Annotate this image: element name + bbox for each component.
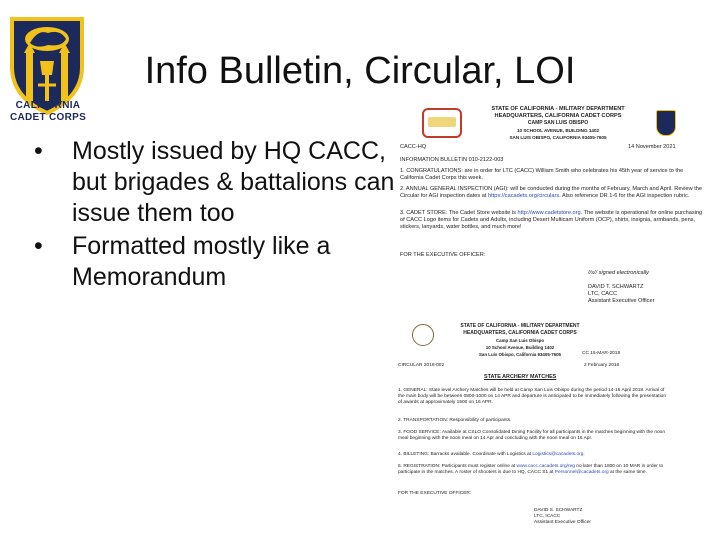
logo-text-line1: CALIFORNIA [15, 100, 81, 111]
doc1-header-line2: HEADQUARTERS, CALIFORNIA CADET CORPS [494, 113, 622, 119]
cal-guard-seal-icon [422, 108, 462, 138]
doc2-exec-officer-line: FOR THE EXECUTIVE OFFICER: [398, 491, 472, 496]
doc1-bulletin-number: INFORMATION BULLETIN 010-2122-003 [400, 157, 504, 163]
doc1-signed-electronically: //s// signed electronically [588, 270, 649, 276]
doc2-logistics-link[interactable]: Logistics@cacadets.org [532, 452, 584, 457]
doc1-paragraph-1: 1. CONGRATULATIONS: are in order for LTC (CACC) William Smith who celebrates his 45th year of service to the California Cadet Corps this week. [400, 168, 684, 181]
doc1-paragraph-2 [400, 186, 706, 200]
logo-text-line2: CADET CORPS [9, 112, 87, 123]
doc2-paragraph-5-mid: no later than 1800 on 10 MAR in order to participate in the matches. A roster of shooters is due to HQ, CACC S1 at [398, 464, 664, 475]
doc2-paragraph-4-end: . [583, 452, 585, 457]
doc2-personnel-link[interactable]: Personnel@cacadets.org [554, 470, 609, 475]
info-bulletin-document-image [398, 102, 716, 316]
doc1-circulars-link[interactable]: https://cacadets.org/circulars [488, 193, 560, 199]
circular-document-image [396, 318, 674, 536]
doc1-date: 14 November 2021 [628, 144, 676, 150]
doc2-date: 2 February 2018 [584, 363, 620, 368]
doc2-subject: STATE ARCHERY MATCHES [484, 374, 557, 380]
doc1-signer-name: DAVID T. SCHWARTZ [588, 284, 644, 290]
doc1-header [468, 106, 648, 141]
doc2-office-symbol: CIRCULAR 2018-002 [398, 363, 445, 368]
doc2-signer-name: DAVID S. SCHWARTZ [534, 508, 583, 513]
cadet-shield-icon [656, 110, 676, 136]
doc2-header [440, 323, 600, 358]
doc2-header-line4: 10 School Avenue, Building 1402 [485, 345, 555, 350]
bullet-item-2: • Formatted mostly like a Memorandum [30, 231, 410, 293]
doc1-paragraph-3 [400, 210, 706, 231]
doc2-paragraph-1: 1. GENERAL: State level Archery Matches will be held at Camp San Luis Obispo during the period 14-16 April 2018. Arrival of the main body will be between 0800-1000 on 14 APR and departure is anticipated to be immediately following the presentation of awards at approximately 1500 on 16 APR. [398, 388, 666, 405]
doc1-header-line4: 10 SCHOOL AVENUE, BUILDING 1402 [516, 128, 600, 133]
doc1-paragraph-3-text: 3. CADET STORE: The Cadet Store website is [400, 210, 518, 216]
doc2-signer-title: Assistant Executive Officer [534, 520, 591, 525]
slide-title: Info Bulletin, Circular, LOI [144, 50, 576, 92]
doc2-registration-link[interactable]: www.cacc.cacadets.org/reg [516, 464, 575, 469]
doc2-header-line2: HEADQUARTERS, CALIFORNIA CADET CORPS [463, 330, 577, 336]
doc1-paragraph-2-end: . Also reference DR 1-6 for the AGI inspection rubric. [559, 193, 690, 199]
doc2-seal-icon [412, 324, 434, 346]
doc1-cadet-store-link[interactable]: http://www.cadetstore.org [517, 210, 581, 216]
bullet-list [30, 136, 410, 295]
doc2-reference: CC 15-MAR-2018 [582, 351, 621, 356]
doc1-paragraph-2-text: 2. ANNUAL GENERAL INSPECTION (AGI): will be conducted during the months of February, March and April. Review the Circular for AGI inspection dates at [400, 186, 702, 199]
doc2-signature-block [534, 508, 591, 526]
doc2-paragraph-3: 3. FOOD SERVICE: Available at CSLO Consolidated Dining Facility for all participants in the matches beginning with the noon meal beginning with the noon meal on 14 Apr and concluding with the noon meal on 16 Apr. [398, 430, 665, 441]
doc2-paragraph-5 [398, 464, 670, 476]
doc1-paragraph-3-end: . The website is operational for online purchasing of CACC Logo items for Cadets and Adults, including Desert Multicam Uniform (OCP), shirts, insignia, armbands, pens, stickers, lanyards, water bottles, and much more! [400, 210, 703, 230]
doc1-signer-title: Assistant Executive Officer [588, 298, 655, 304]
doc2-header-line1: STATE OF CALIFORNIA - MILITARY DEPARTMENT [460, 323, 580, 329]
doc1-signer-rank: LTC, CACC [588, 291, 618, 297]
doc1-header-line1: STATE OF CALIFORNIA - MILITARY DEPARTMENT [491, 106, 625, 112]
doc2-paragraph-2: 2. TRANSPORTATION: Responsibility of participants. [398, 418, 512, 423]
doc2-paragraph-4 [398, 452, 670, 458]
doc2-paragraph-5-text: 5. REGISTRATION: Participants must register online at [398, 464, 517, 469]
doc2-signer-rank: LTC, ICACC [534, 514, 561, 519]
doc1-signature-block [588, 284, 654, 305]
doc1-header-line5: SAN LUIS OBISPO, CALIFORNIA 93405-7605 [509, 135, 607, 140]
doc2-header-line5: San Luis Obispo, California 93405-7605 [479, 352, 561, 357]
doc1-header-line3: CAMP SAN LUIS OBISPO [527, 120, 589, 126]
doc2-paragraph-4-text: 4. BILLETING: Barracks available. Coordinate with Logistics at [398, 452, 533, 457]
doc1-exec-officer-line: FOR THE EXECUTIVE OFFICER: [400, 252, 486, 258]
doc2-paragraph-5-end: at the same time. [608, 470, 647, 475]
doc2-header-line3: Camp San Luis Obispo [495, 338, 545, 343]
bullet-item-1: • Mostly issued by HQ CACC, but brigades & battalions can issue them too [30, 136, 410, 229]
doc1-office-symbol: CACC-HQ [400, 144, 427, 150]
